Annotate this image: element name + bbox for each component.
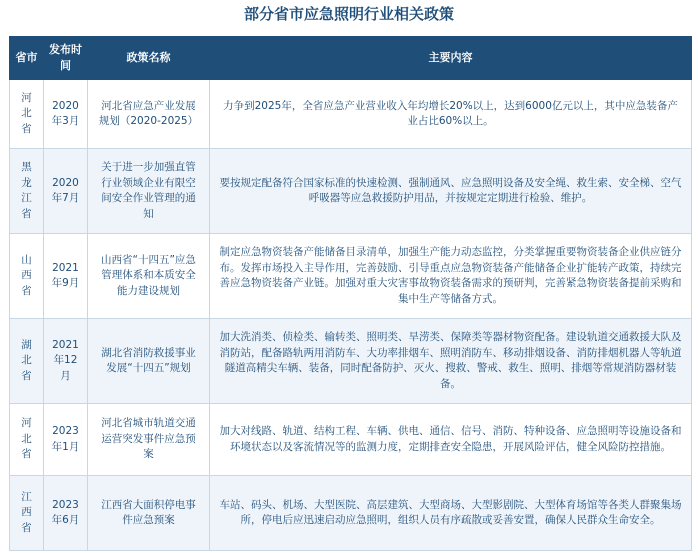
header-date: 发布时间 [44, 37, 88, 80]
policy-table [9, 36, 692, 551]
content-cell: 加大对线路、轨道、结构工程、车辆、供电、通信、信号、消防、特种设备、应急照明等设施设备和环境状态以及客流情况等的监测力度，定期排查安全隐患，开展风险评估，健全风险防控措施。 [210, 404, 692, 476]
table-row [10, 404, 692, 476]
date-cell: 2023年6月 [44, 476, 88, 551]
policy-name-cell: 山西省“十四五”应急管理体系和本质安全能力建设规划 [88, 234, 210, 319]
header-policy-name: 政策名称 [88, 37, 210, 80]
header-province: 省市 [10, 37, 44, 80]
policy-name-cell: 河北省应急产业发展规划（2020-2025） [88, 80, 210, 149]
content-cell: 车站、码头、机场、大型医院、高层建筑、大型商场、大型影剧院、大型体育场馆等各类人群聚集场所，停电后应迅速启动应急照明，组织人员有序疏散或妥善安置，确保人民群众生命安全。 [210, 476, 692, 551]
policy-name-cell: 江西省大面积停电事件应急预案 [88, 476, 210, 551]
content-cell: 力争到2025年，全省应急产业营业收入年均增长20%以上，达到6000亿元以上，其中应急装备产业占比60%以上。 [210, 80, 692, 149]
policy-name-cell: 湖北省消防救援事业发展“十四五”规划 [88, 319, 210, 404]
province-cell: 江西省 [10, 476, 44, 551]
content-cell: 制定应急物资装备产能储备目录清单，加强生产能力动态监控，分类掌握重要物资装备企业供应链分布。发挥市场投入主导作用，完善鼓励、引导重点应急物资装备产能储备企业扩能转产政策，持续完善应急物资装备产业链。加强对重大灾害事故物资装备需求的预研判，完善紧急物资装备提前采购和集中生产等储备方式。 [210, 234, 692, 319]
table-row [10, 319, 692, 404]
province-cell: 山西省 [10, 234, 44, 319]
table-row [10, 149, 692, 234]
date-cell: 2021年9月 [44, 234, 88, 319]
province-cell: 河北省 [10, 80, 44, 149]
province-cell: 湖北省 [10, 319, 44, 404]
table-row [10, 80, 692, 149]
policy-name-cell: 河北省城市轨道交通运营突发事件应急预案 [88, 404, 210, 476]
page-title: 部分省市应急照明行业相关政策 [243, 5, 454, 23]
date-cell: 2020年7月 [44, 149, 88, 234]
date-cell: 2023年1月 [44, 404, 88, 476]
province-cell: 黑龙江省 [10, 149, 44, 234]
table-row [10, 476, 692, 551]
policy-name-cell: 关于进一步加强直管行业领域企业有限空间安全作业管理的通知 [88, 149, 210, 234]
province-cell: 河北省 [10, 404, 44, 476]
content-cell: 加大洗消类、侦检类、输转类、照明类、旱涝类、保障类等器材物资配备。建设轨道交通救援大队及消防站，配备路轨两用消防车、大功率排烟车、照明消防车、移动排烟设备、消防排烟机器人等轨道隧道高精尖车辆、装备，同时配备防护、灭火、搜救、警戒、救生、照明、排烟等常规消防器材装备。 [210, 319, 692, 404]
table-row [10, 234, 692, 319]
date-cell: 2020年3月 [44, 80, 88, 149]
date-cell: 2021年12月 [44, 319, 88, 404]
table-header-row [10, 37, 692, 80]
header-main-content: 主要内容 [210, 37, 692, 80]
content-cell: 要按规定配备符合国家标准的快速检测、强制通风、应急照明设备及安全绳、救生索、安全梯、空气呼吸器等应急救援防护用品，并按规定定期进行检验、维护。 [210, 149, 692, 234]
